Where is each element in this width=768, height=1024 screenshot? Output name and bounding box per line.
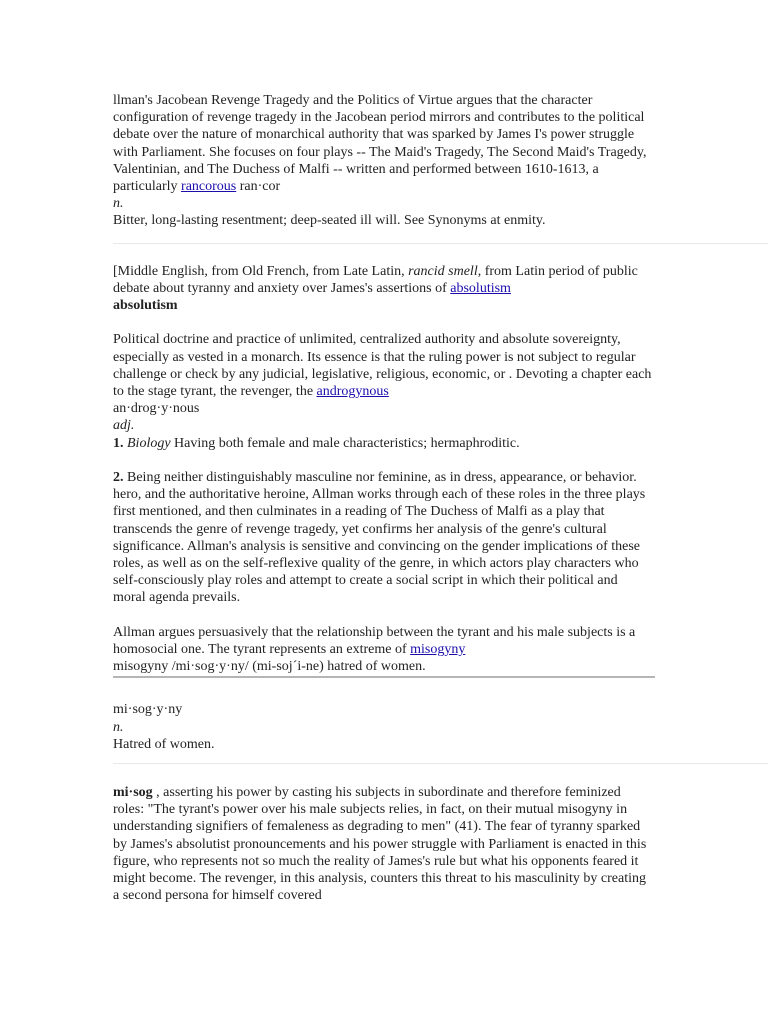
sense-1-text: Having both female and male characteristics; hermaphroditic. [170,435,520,451]
absolutism-headword [113,297,653,314]
sense-1-field: Biology [127,435,171,451]
misogyny-definition: Hatred of women. [113,736,215,752]
section-divider-2 [113,676,655,678]
homosocial-text: Allman argues persuasively that the relationship between the tyrant and his male subjects is a homosocial one. The tyrant represents an extreme of [113,624,636,658]
intro-paragraph [113,92,653,195]
rancor-pos-text: n. [113,196,124,212]
intro-text: llman's Jacobean Revenge Tragedy and the Politics of Virtue argues that the character configuration of revenge tragedy in the Jacobean period mirrors and contributes to the political debate over the nature of monarchical authority that was sparked by James I's power struggle with Parliament. She focuses on four plays -- The Maid's Tragedy, The Second Maid's Tragedy, Valentinian, and The Duchess of Malfi -- written and performed between 1610-1613, a particularly [113,93,647,195]
misogyny-pos [113,719,653,736]
tyrant-text: , asserting his power by casting his subjects in subordinate and therefore feminized roles: "The tyrant's power over his male subjects relies, in fact, on their mutual misogyny in understanding signifiers of femaleness as degrading to men" (41). The fear of tyranny sparked by James's absolutist pronouncements and his power struggle with Parliament is enacted in this figure, who represents not so much the reality of James's rule but what his opponents feared it might become. The revenger, in this analysis, counters this threat to his masculinity by creating a second persona for himself covered [113,785,647,904]
etymology-text-a: [Middle English, from Old French, from Late Latin, [113,263,409,279]
misogyny-gloss: misogyny /mi·sog·y·ny/ (mi-soj´i-ne) hatred of women. [113,659,426,675]
misogyny-pronunciation: mi·sog·y·ny [113,702,183,718]
androgynous-pos [113,417,653,434]
absolutism-definition-text: Political doctrine and practice of unlimited, centralized authority and absolute sovereignty, especially as vested in a monarch. Its essence is that the ruling power is not subject to regular challenge or check by any judicial, legislative, religious, economic, or . Devoting a chapter each to the stage tyrant, the revenger, the [113,332,652,400]
absolutism-definition [113,331,653,400]
androgynous-pos-text: adj. [113,418,135,434]
document-body [113,92,653,904]
absolutism-link[interactable]: absolutism [450,280,511,296]
rancor-definition: Bitter, long-lasting resentment; deep-seated ill will. See Synonyms at enmity. [113,213,546,229]
misogyny-link[interactable]: misogyny [410,642,466,658]
tyrant-paragraph [113,784,653,904]
sense-1-number: 1. [113,435,124,451]
misog-headword: mi·sog [113,785,153,801]
misogyny-pos-text: n. [113,719,124,735]
section-divider-3 [113,763,768,764]
rancor-pronunciation: ran·cor [236,179,281,195]
rancorous-link[interactable]: rancorous [181,179,237,195]
androgynous-pronunciation: an·drog·y·nous [113,401,200,417]
androgynous-sense-1 [113,435,653,452]
androgynous-link[interactable]: androgynous [316,384,389,400]
homosocial-paragraph [113,624,653,658]
sense-2-text: Being neither distinguishably masculine nor feminine, as in dress, appearance, or behavior. hero, and the authoritative heroine, Allman works through each of these roles in the three plays first mentioned, and then culminates in a reading of The Duchess of Malfi as a play that transcends the genre of revenge tragedy, yet confirms her analysis of the genre's cultural significance. Allman's analysis is sensitive and convincing on the gender implications of these roles, as well as on the self-reflexive quality of the genre, in which actors play characters who self-consciously play roles and attempt to create a social script in which their political and moral agenda prevails. [113,470,646,606]
section-divider-1 [113,243,768,244]
etymology-paragraph [113,263,653,297]
etymology-text-b: , from Latin period of public debate about tyranny and anxiety over James's assertions of [113,263,638,296]
rancor-pos [113,195,653,212]
absolutism-headword-text: absolutism [113,298,178,314]
etymology-italic: rancid smell [408,263,478,279]
androgynous-sense-2 [113,469,653,607]
sense-2-number: 2. [113,470,124,486]
